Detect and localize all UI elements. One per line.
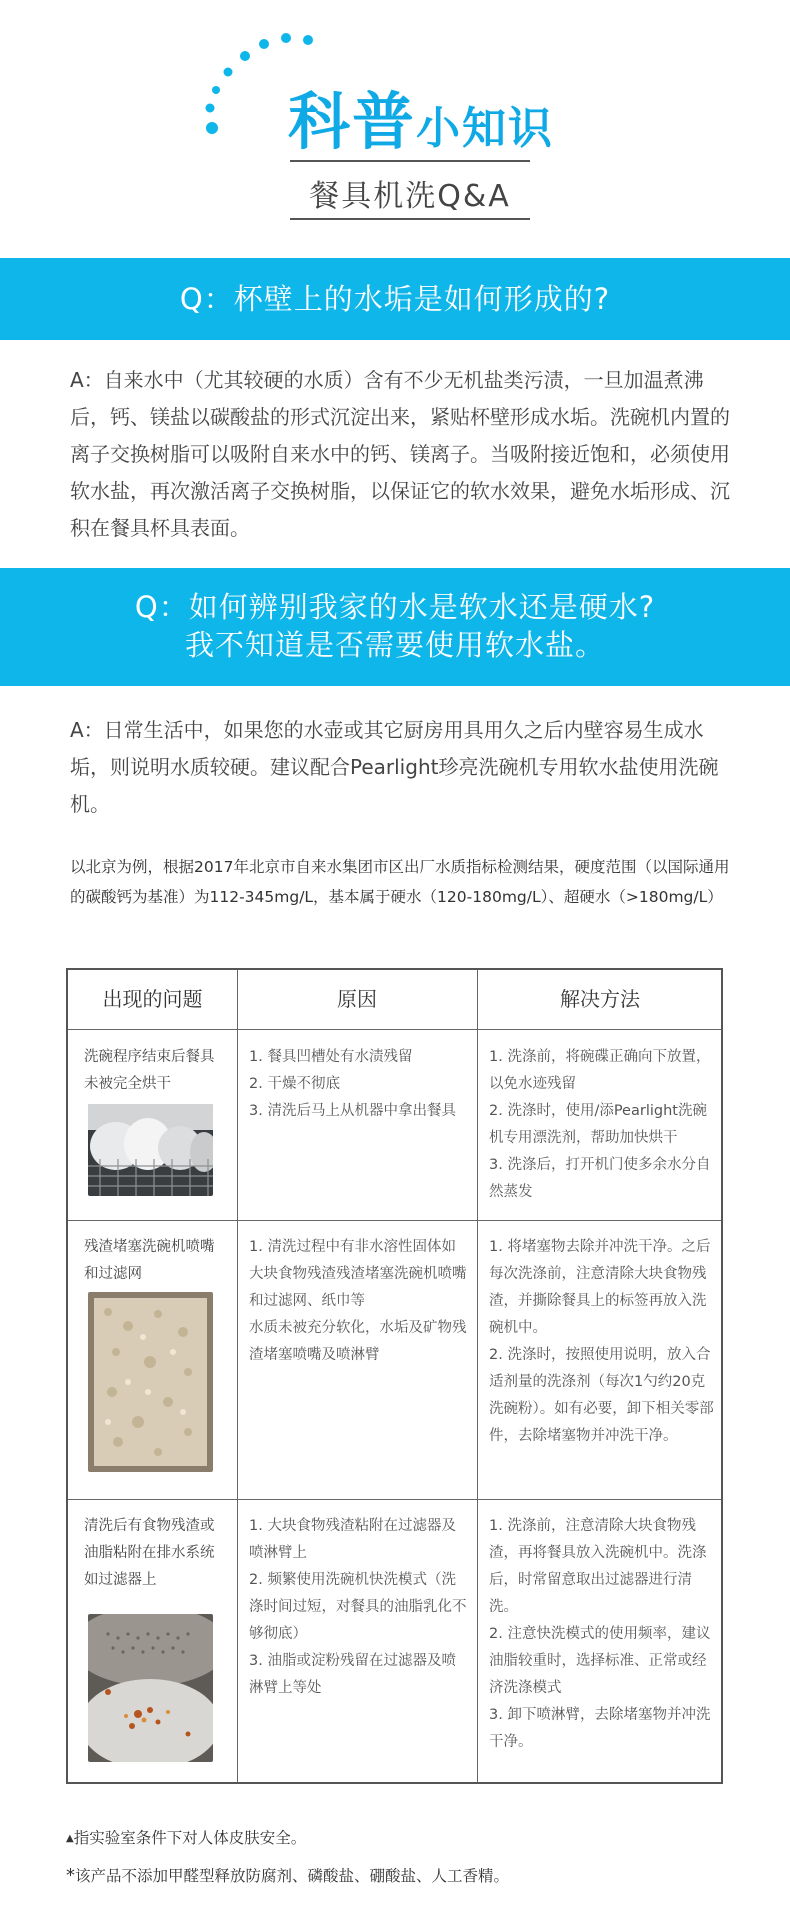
question-1-text: Q：杯壁上的水垢是如何形成的?	[179, 282, 611, 316]
table-row-1-cause: 1. 餐具凹槽处有水渍残留 2. 干燥不彻底 3. 清洗后马上从机器中拿出餐具	[249, 1049, 456, 1119]
table-header-solution: 解决方法	[560, 987, 640, 1011]
triangle-icon: ▲	[66, 1833, 74, 1844]
table-header-problem: 出现的问题	[102, 987, 203, 1011]
page-title	[288, 72, 554, 161]
answer-2-text: A：日常生活中，如果您的水壶或其它厨房用具用久之后内壁容易生成水垢，则说明水质较硬。建议配合Pearlight珍亮洗碗机专用软水盐使用洗碗机。	[70, 718, 719, 816]
title-secondary: 小知识	[416, 103, 555, 154]
asterisk-icon: *	[66, 1865, 75, 1886]
question-banner-2	[0, 568, 790, 686]
question-banner-1	[0, 258, 790, 340]
table-row-1-solution: 1. 洗涤前，将碗碟正确向下放置，以免水迹残留 2. 洗涤时，使用/添Pearlight洗碗机专用漂洗剂，帮助加快烘干 3. 洗涤后，打开机门使多余水分自然蒸发	[489, 1049, 711, 1200]
table-row-2-problem: 残渣堵塞洗碗机喷嘴和过滤网	[84, 1239, 215, 1282]
table-row-3-solution: 1. 洗涤前，注意清除大块食物残渣，再将餐具放入洗碗机中。洗涤后，时常留意取出过滤器进行清洗。 2. 注意快洗模式的使用频率，建议油脂较重时，选择标准、正常或经济洗涤模式 3. 卸下喷淋臂，去除堵塞物并冲洗干净。	[489, 1518, 711, 1750]
answer-1-text: A：自来水中（尤其较硬的水质）含有不少无机盐类污渍，一旦加温煮沸后，钙、镁盐以碳酸盐的形式沉淀出来，紧贴杯壁形成水垢。洗碗机内置的离子交换树脂可以吸附自来水中的钙、镁离子。当吸附接近饱和，必须使用软水盐，再次激活离子交换树脂，以保证它的软水效果，避免水垢形成、沉积在餐具杯具表面。	[70, 368, 730, 540]
page-subtitle: 餐具机洗Q&A	[309, 179, 511, 214]
question-2-line-1: Q：如何辨别我家的水是软水还是硬水?	[134, 590, 656, 624]
question-2-line-2: 我不知道是否需要使用软水盐。	[184, 628, 605, 662]
table-row-1-problem: 洗碗程序结束后餐具未被完全烘干	[84, 1049, 215, 1092]
table-row-2-solution: 1. 将堵塞物去除并冲洗干净。之后每次洗涤前，注意清除大块食物残渣，并撕除餐具上的标签再放入洗碗机中。 2. 洗涤时，按照使用说明，放入合适剂量的洗涤剂（每次1勺约20克洗碗粉）。如有必要，卸下相关零部件，去除堵塞物并冲洗干净。	[489, 1239, 714, 1444]
clogged-filter-photo	[88, 1292, 213, 1472]
table-row-3-cause: 1. 大块食物残渣粘附在过滤器及喷淋臂上 2. 频繁使用洗碗机快洗模式（洗涤时间过短，对餐具的油脂乳化不够彻底） 3. 油脂或淀粉残留在过滤器及喷淋臂上等处	[249, 1518, 467, 1696]
footnote-safety	[66, 1826, 306, 1848]
water-hardness-note: 以北京为例，根据2017年北京市自来水集团市区出厂水质指标检测结果，硬度范围（以国际通用的碳酸钙为基准）为112-345mg/L，基本属于硬水（120-180mg/L）、超硬水（>180mg/L）	[70, 858, 730, 906]
table-divider	[477, 970, 478, 1782]
title-main: 科普	[288, 85, 417, 158]
troubleshooting-table	[66, 968, 723, 1784]
table-divider	[68, 1220, 721, 1221]
table-divider	[68, 1029, 721, 1030]
table-row-3-problem: 清洗后有食物残渣或油脂粘附在排水系统如过滤器上	[84, 1518, 215, 1588]
footnote-ingredients-text: 该产品不添加甲醛型释放防腐剂、磷酸盐、硼酸盐、人工香精。	[75, 1867, 510, 1885]
food-residue-photo	[88, 1614, 213, 1762]
table-divider	[237, 970, 238, 1782]
header	[0, 0, 790, 258]
footnote-ingredients	[66, 1864, 509, 1886]
table-divider	[68, 1499, 721, 1500]
dish-rack-photo	[88, 1104, 213, 1196]
footnote-safety-text: 指实验室条件下对人体皮肤安全。	[73, 1829, 307, 1847]
subtitle-divider-bottom	[290, 218, 530, 220]
table-header-cause: 原因	[337, 987, 377, 1011]
subtitle-divider-top	[290, 160, 530, 162]
table-row-2-cause: 1. 清洗过程中有非水溶性固体如大块食物残渣残渣堵塞洗碗机喷嘴和过滤网、纸巾等 水质未被充分软化，水垢及矿物残渣堵塞喷嘴及喷淋臂	[249, 1239, 467, 1363]
